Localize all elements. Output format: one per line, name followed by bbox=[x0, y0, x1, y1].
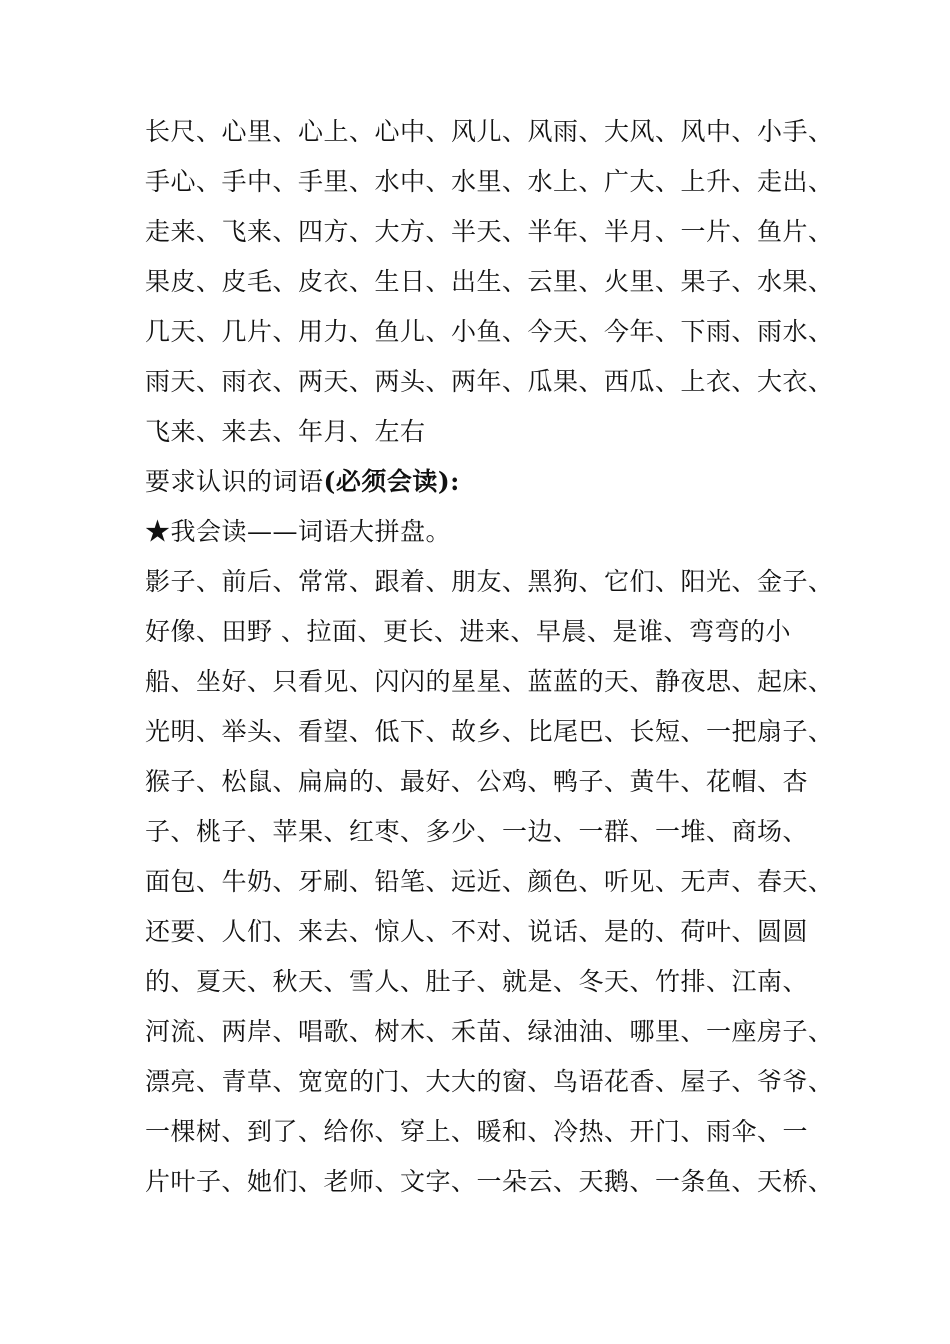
section-heading-note: (必须会读): bbox=[323, 467, 460, 496]
word-line: 飞来、来去、年月、左右 bbox=[145, 417, 426, 446]
word-line: 的、夏天、秋天、雪人、肚子、就是、冬天、竹排、江南、 bbox=[145, 967, 809, 996]
word-line: 长尺、心里、心上、心中、风儿、风雨、大风、风中、小手、 bbox=[145, 117, 834, 146]
word-line: 影子、前后、常常、跟着、朋友、黑狗、它们、阳光、金子、 bbox=[145, 567, 834, 596]
word-line: 走来、飞来、四方、大方、半天、半年、半月、一片、鱼片、 bbox=[145, 217, 834, 246]
word-line: 片叶子、她们、老师、文字、一朵云、天鹅、一条鱼、天桥、 bbox=[145, 1167, 834, 1196]
word-line: 面包、牛奶、牙刷、铅笔、远近、颜色、听见、无声、春天、 bbox=[145, 867, 834, 896]
word-line: 好像、田野 、拉面、更长、进来、早晨、是谁、弯弯的小 bbox=[145, 617, 791, 646]
word-line: 雨天、雨衣、两天、两头、两年、瓜果、西瓜、上衣、大衣、 bbox=[145, 367, 834, 396]
sub-heading: ★我会读——词语大拼盘。 bbox=[145, 517, 452, 546]
word-line: 果皮、皮毛、皮衣、生日、出生、云里、火里、果子、水果、 bbox=[145, 267, 834, 296]
word-line: 手心、手中、手里、水中、水里、水上、广大、上升、走出、 bbox=[145, 167, 834, 196]
word-line: 光明、举头、看望、低下、故乡、比尾巴、长短、一把扇子、 bbox=[145, 717, 834, 746]
section-heading bbox=[145, 467, 460, 497]
word-line: 河流、两岸、唱歌、树木、禾苗、绿油油、哪里、一座房子、 bbox=[145, 1017, 834, 1046]
word-line: 船、坐好、只看见、闪闪的星星、蓝蓝的天、静夜思、起床、 bbox=[145, 667, 834, 696]
word-line: 猴子、松鼠、扁扁的、最好、公鸡、鸭子、黄牛、花帽、杏 bbox=[145, 767, 809, 796]
section-heading-text: 要求认识的词语 bbox=[145, 467, 324, 496]
word-line: 一棵树、到了、给你、穿上、暖和、冷热、开门、雨伞、一 bbox=[145, 1117, 809, 1146]
word-line: 几天、几片、用力、鱼儿、小鱼、今天、今年、下雨、雨水、 bbox=[145, 317, 834, 346]
word-line: 子、桃子、苹果、红枣、多少、一边、一群、一堆、商场、 bbox=[145, 817, 809, 846]
word-line: 还要、人们、来去、惊人、不对、说话、是的、荷叶、圆圆 bbox=[145, 917, 809, 946]
word-line: 漂亮、青草、宽宽的门、大大的窗、鸟语花香、屋子、爷爷、 bbox=[145, 1067, 834, 1096]
